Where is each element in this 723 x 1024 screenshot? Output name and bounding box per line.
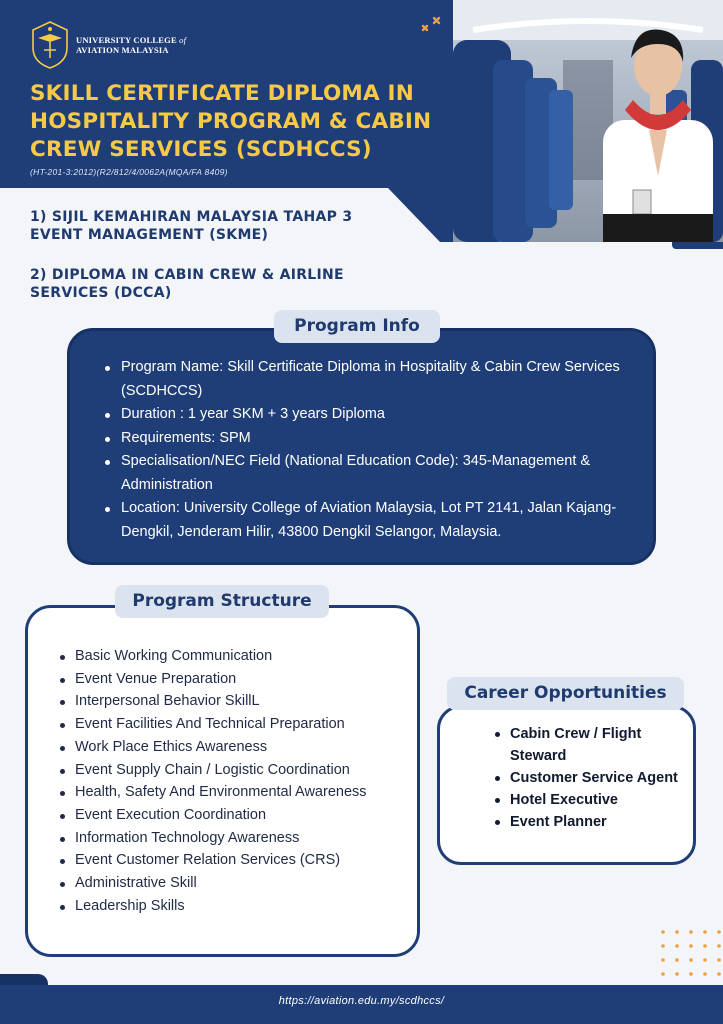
logo-line2: AVIATION MALAYSIA <box>76 45 169 55</box>
subtitle-dcca: 2) DIPLOMA IN CABIN CREW & AIRLINE SERVICES (DCCA) <box>30 267 344 301</box>
cabin-crew-photo <box>453 0 723 242</box>
list-item: Specialisation/NEC Field (National Education Code): 345-Management & Administration <box>103 450 633 497</box>
list-item: Requirements: SPM <box>103 427 633 451</box>
program-info-list <box>103 356 633 544</box>
list-item: Interpersonal Behavior SkillL <box>58 690 367 713</box>
program-info-heading: Program Info <box>274 310 440 343</box>
list-item: Information Technology Awareness <box>58 827 367 850</box>
list-item: Event Customer Relation Services (CRS) <box>58 849 367 872</box>
logo-line1-suffix: of <box>176 35 187 45</box>
photo-accent-bar <box>672 242 723 249</box>
list-item: Event Execution Coordination <box>58 804 367 827</box>
dot-grid-icon <box>657 928 723 980</box>
subtitle-skme: 1) SIJIL KEMAHIRAN MALAYSIA TAHAP 3 EVENT MANAGEMENT (SKME) <box>30 209 353 243</box>
list-item: Administrative Skill <box>58 872 367 895</box>
list-item: Customer Service Agent <box>493 767 683 789</box>
list-item: Program Name: Skill Certificate Diploma in Hospitality & Cabin Crew Services (SCDHCCS) <box>103 356 633 403</box>
list-item: Hotel Executive <box>493 789 683 811</box>
list-item: Basic Working Communication <box>58 645 367 668</box>
career-opportunities-heading: Career Opportunities <box>447 677 684 710</box>
program-structure-heading: Program Structure <box>115 585 329 618</box>
list-item: Health, Safety And Environmental Awareness <box>58 781 367 804</box>
website-link[interactable]: https://aviation.edu.my/scdhccs/ <box>278 995 445 1007</box>
list-item: Event Supply Chain / Logistic Coordination <box>58 759 367 782</box>
list-item: Event Facilities And Technical Preparation <box>58 713 367 736</box>
sparkle-icon <box>420 16 444 38</box>
logo-line1: UNIVERSITY COLLEGE <box>76 35 177 45</box>
university-logo[interactable] <box>30 20 186 70</box>
list-item: Location: University College of Aviation Malaysia, Lot PT 2141, Jalan Kajang-Dengkil, Jenderam Hilir, 43800 Dengkil Selangor, Malaysia. <box>103 497 633 544</box>
list-item: Leadership Skills <box>58 895 367 918</box>
list-item: Cabin Crew / Flight Steward <box>493 723 683 767</box>
list-item: Event Venue Preparation <box>58 668 367 691</box>
program-code: (HT-201-3:2012)(R2/812/4/0062A(MQA/FA 8409) <box>30 167 228 177</box>
program-structure-list <box>58 645 367 917</box>
list-item: Work Place Ethics Awareness <box>58 736 367 759</box>
page-title: SKILL CERTIFICATE DIPLOMA IN HOSPITALITY PROGRAM & CABIN CREW SERVICES (SCDHCCS) <box>30 81 432 162</box>
career-list <box>493 723 683 833</box>
crest-logo-icon <box>30 20 70 70</box>
list-item: Duration : 1 year SKM + 3 years Diploma <box>103 403 633 427</box>
list-item: Event Planner <box>493 811 683 833</box>
